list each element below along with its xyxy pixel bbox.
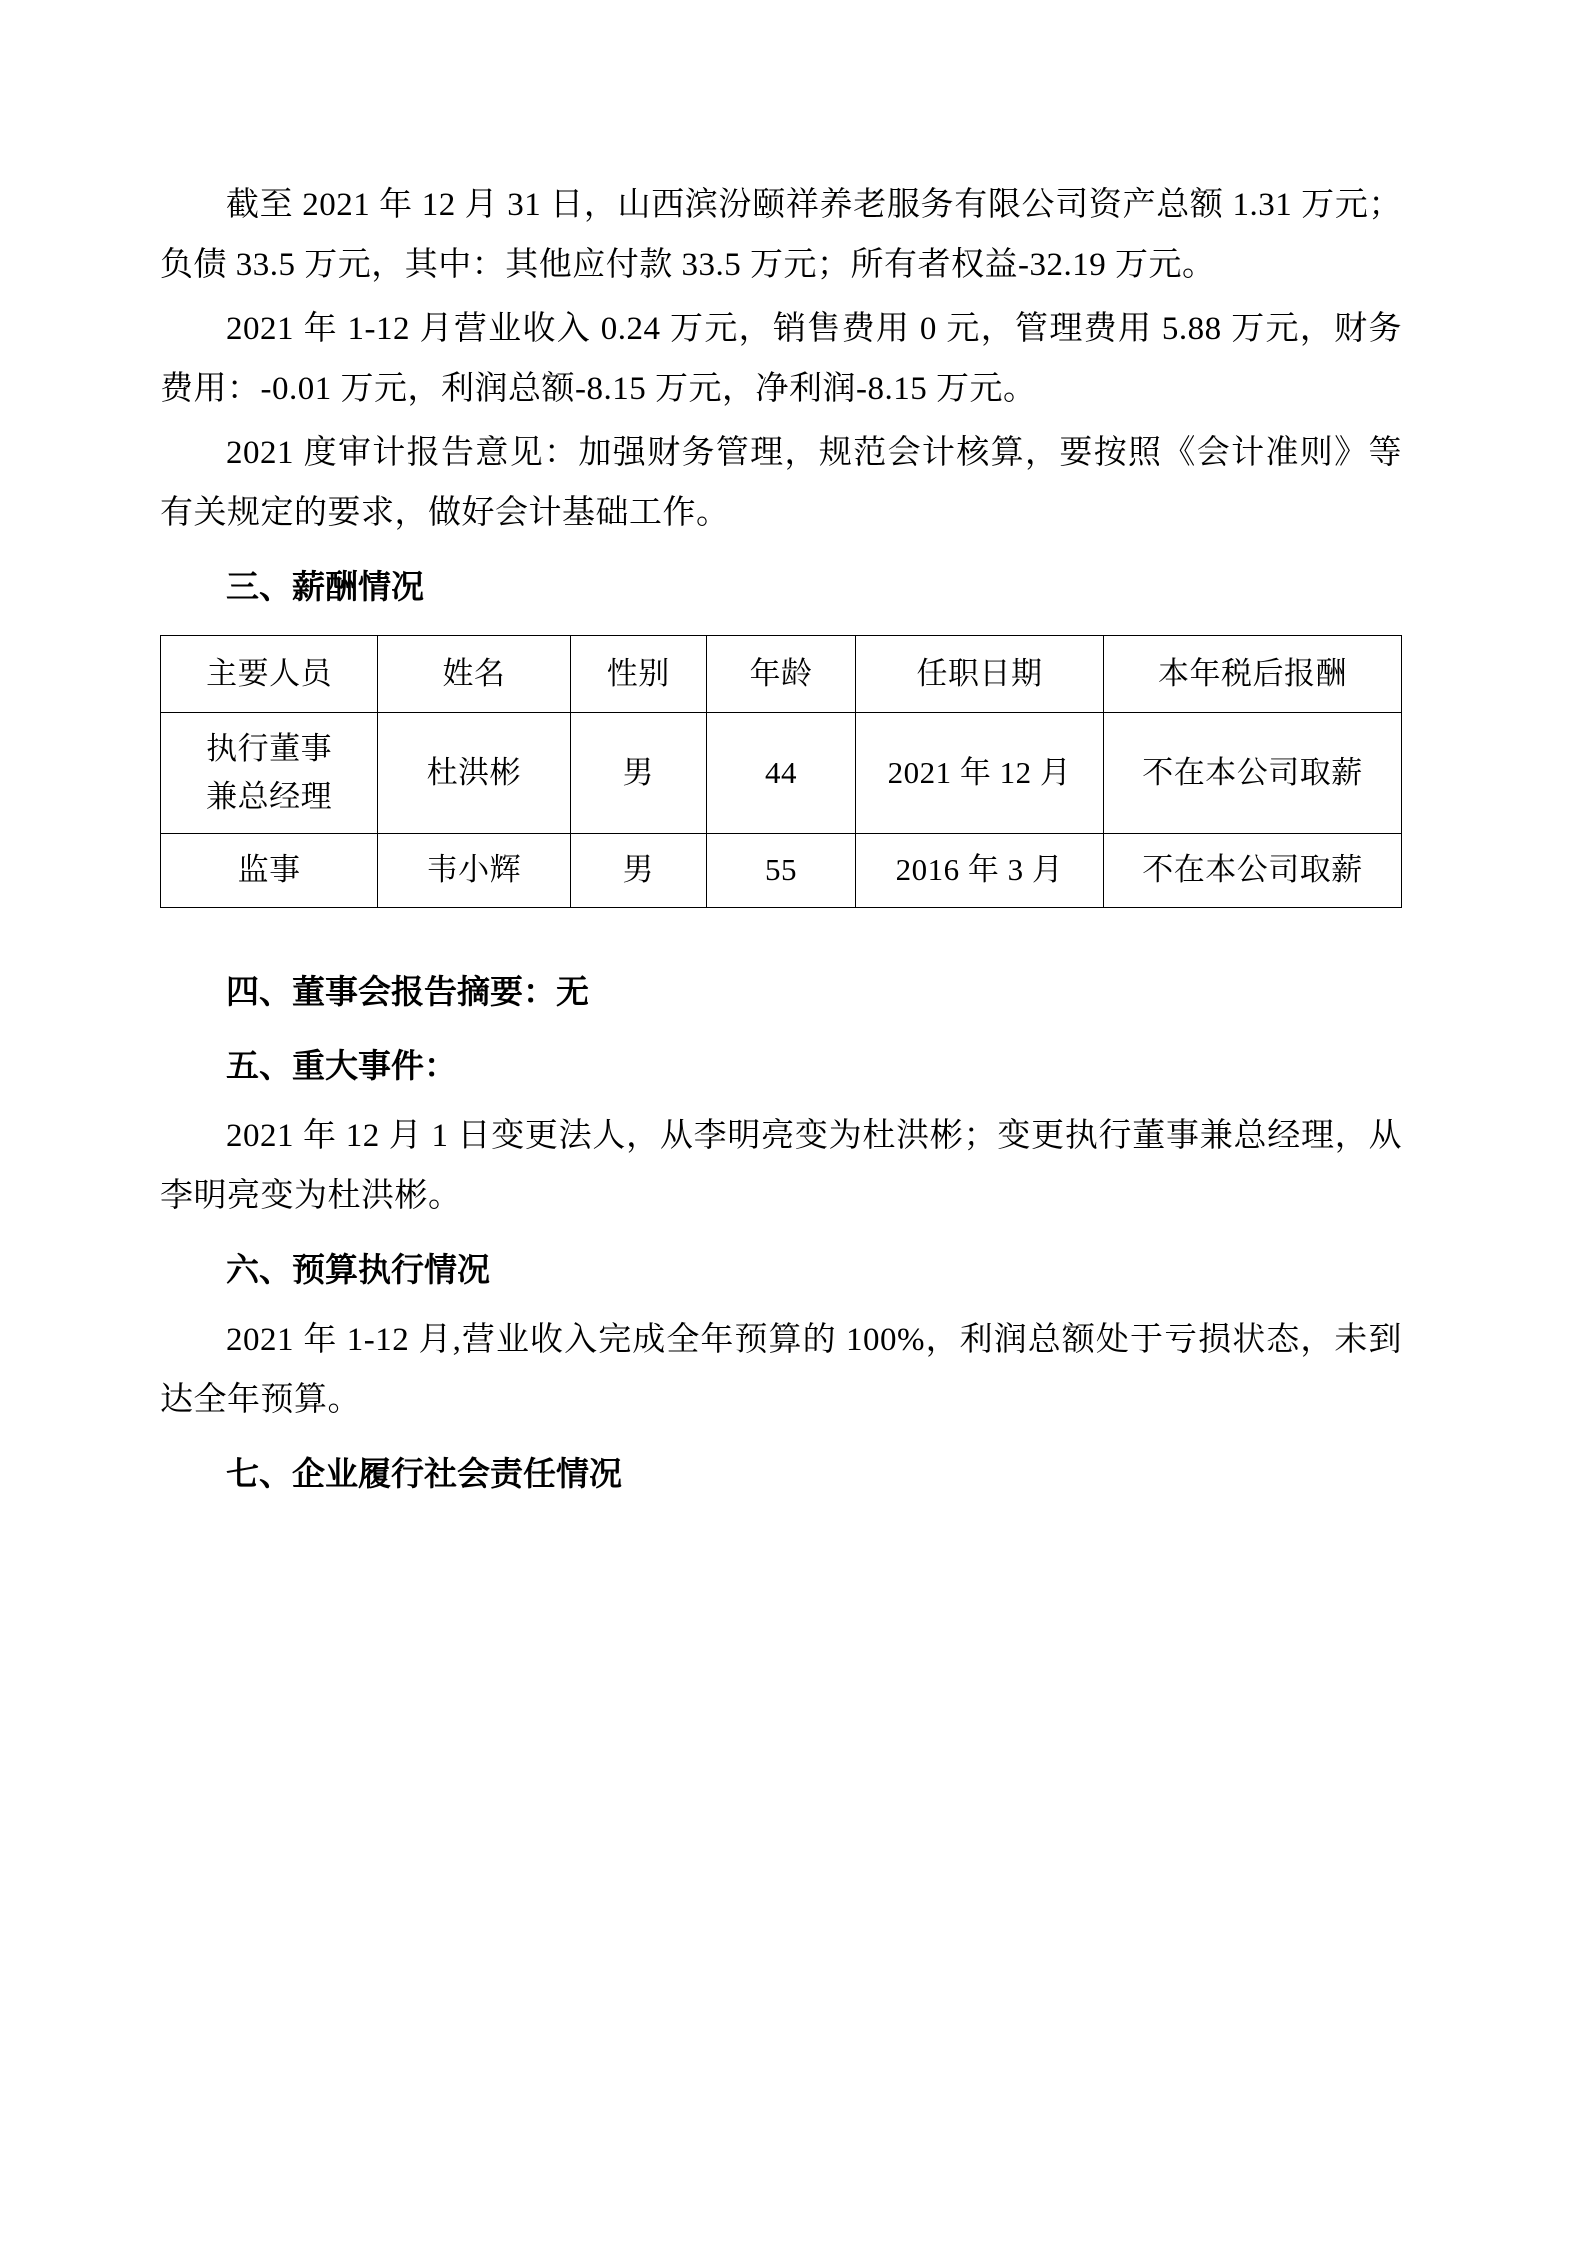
table-cell-role	[161, 713, 378, 834]
table-header-cell-name: 姓名	[378, 636, 570, 713]
table-cell-gender: 男	[570, 834, 707, 907]
table-row	[161, 713, 1402, 834]
table-header-cell-age: 年龄	[707, 636, 856, 713]
paragraph-budget-execution: 2021 年 1-12 月,营业收入完成全年预算的 100%，利润总额处于亏损状态，未到达全年预算。	[160, 1321, 1402, 1418]
paragraph-audit-opinion: 2021 度审计报告意见：加强财务管理，规范会计核算，要按照《会计准则》等有关规定的要求，做好会计基础工作。	[160, 435, 1402, 532]
heading-section-six: 六、预算执行情况	[226, 1249, 490, 1289]
heading-section-five: 五、重大事件：	[226, 1045, 457, 1085]
table-header-row	[161, 636, 1402, 713]
table-cell-pay: 不在本公司取薪	[1104, 713, 1402, 834]
paragraph-revenue: 2021 年 1-12 月营业收入 0.24 万元，销售费用 0 元，管理费用 5.88 万元，财务费用：-0.01 万元，利润总额-8.15 万元，净利润-8.15 万元。	[160, 311, 1402, 408]
heading-section-seven: 七、企业履行社会责任情况	[226, 1453, 622, 1493]
table-header-cell-pay: 本年税后报酬	[1104, 636, 1402, 713]
table-cell-date: 2016 年 3 月	[855, 834, 1103, 907]
table-cell-role-line2: 兼总经理	[206, 779, 333, 815]
table-cell-age: 55	[707, 834, 856, 907]
table-cell-date: 2021 年 12 月	[855, 713, 1103, 834]
paragraph-major-events: 2021 年 12 月 1 日变更法人，从李明亮变为杜洪彬；变更执行董事兼总经理，从李明亮变为杜洪彬。	[160, 1117, 1402, 1214]
table-cell-role-line1: 执行董事	[206, 731, 333, 767]
table-header-cell-gender: 性别	[570, 636, 707, 713]
heading-section-three: 三、薪酬情况	[226, 567, 424, 607]
compensation-table	[160, 635, 1402, 907]
table-cell-gender: 男	[570, 713, 707, 834]
table-row	[161, 834, 1402, 907]
table-cell-pay: 不在本公司取薪	[1104, 834, 1402, 907]
table-bottom-spacer	[160, 908, 1402, 948]
paragraph-assets: 截至 2021 年 12 月 31 日，山西滨汾颐祥养老服务有限公司资产总额 1.31 万元；负债 33.5 万元，其中：其他应付款 33.5 万元；所有者权益-32.19 万元。	[160, 187, 1402, 284]
table-cell-name: 杜洪彬	[378, 713, 570, 834]
heading-section-four: 四、董事会报告摘要：无	[226, 971, 589, 1011]
table-cell-age: 44	[707, 713, 856, 834]
table-cell-name: 韦小辉	[378, 834, 570, 907]
table-cell-role: 监事	[161, 834, 378, 907]
table-header-cell-role: 主要人员	[161, 636, 378, 713]
table-header-cell-date: 任职日期	[855, 636, 1103, 713]
